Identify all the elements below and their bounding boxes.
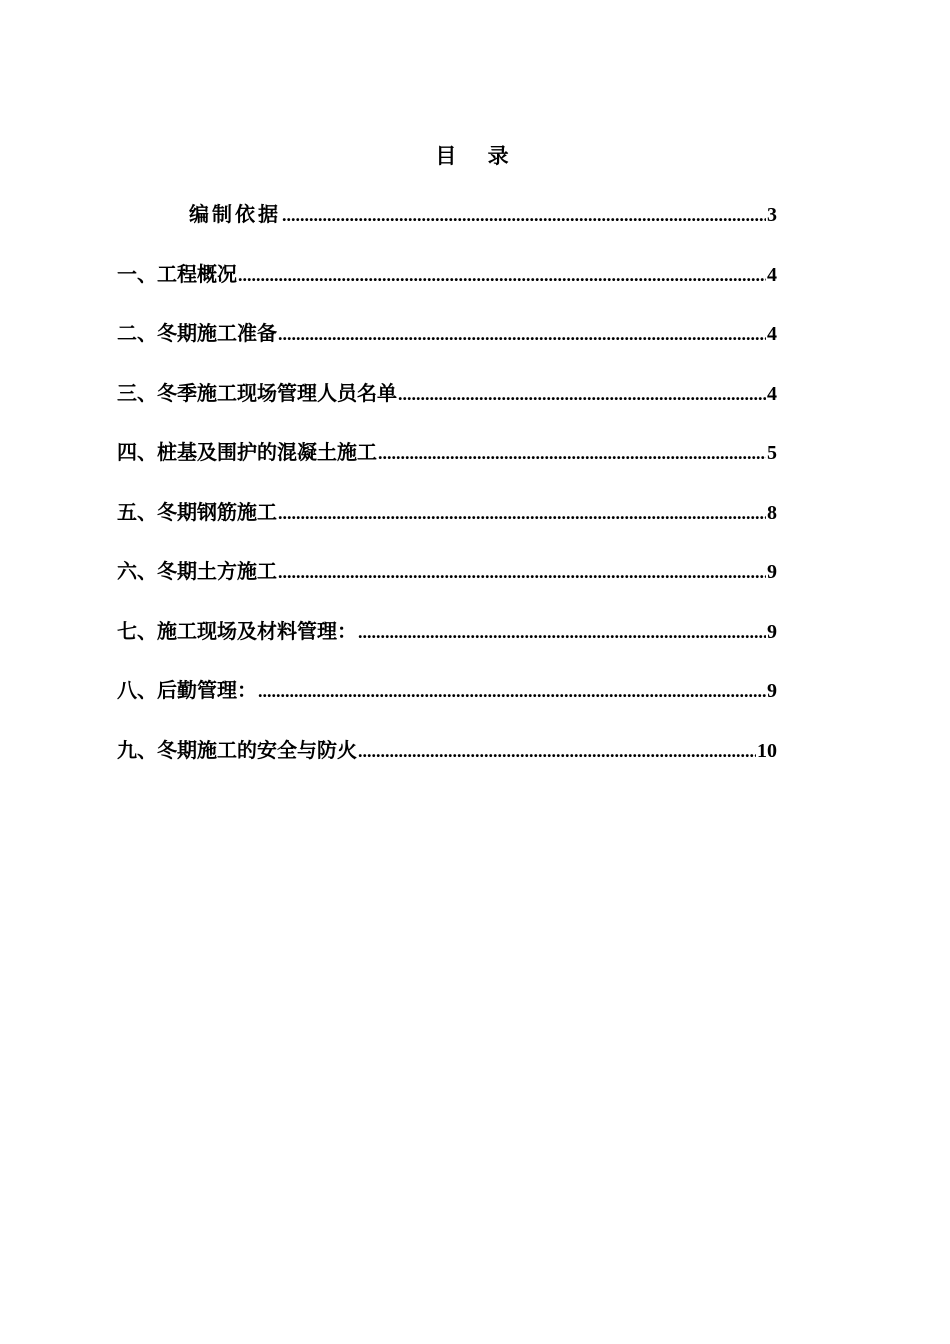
- toc-entry-label: 二、冬期施工准备: [117, 321, 277, 345]
- toc-dot-leader: [398, 378, 766, 410]
- toc-entry[interactable]: [117, 377, 777, 437]
- toc-entry-label: 九、冬期施工的安全与防火: [117, 737, 357, 762]
- toc-entry[interactable]: [117, 198, 777, 258]
- toc-entry-page: 10: [757, 739, 777, 762]
- toc-entry-label: 四、桩基及围护的混凝土施工: [117, 440, 377, 464]
- toc-entry-page: 9: [767, 561, 777, 583]
- toc-title: 目 录: [435, 143, 521, 168]
- toc-dot-leader: [238, 259, 766, 291]
- toc-entry-page: 3: [767, 204, 777, 226]
- toc-entry-page: 9: [767, 620, 777, 643]
- toc-dot-leader: [378, 437, 766, 469]
- toc-entry-page: 8: [767, 501, 777, 524]
- toc-dot-leader: [278, 556, 766, 588]
- toc-dot-leader: [358, 735, 756, 767]
- toc-entry[interactable]: [117, 615, 777, 675]
- toc-entry-page: 5: [767, 442, 777, 464]
- toc-dot-leader: [282, 199, 766, 231]
- toc-dot-leader: [278, 318, 766, 350]
- toc-entry[interactable]: [117, 555, 777, 615]
- toc-entry[interactable]: [117, 317, 777, 377]
- toc-dot-leader: [258, 675, 766, 707]
- toc-entry-page: 4: [767, 263, 777, 286]
- toc-entry[interactable]: [117, 496, 777, 556]
- toc-dot-leader: [358, 616, 766, 648]
- toc-entry-page: 4: [767, 323, 777, 345]
- toc-entry-label: 六、冬期土方施工: [117, 559, 277, 583]
- toc-entry-label: 三、冬季施工现场管理人员名单: [117, 380, 397, 405]
- toc-dot-leader: [278, 497, 766, 529]
- toc-entry[interactable]: [117, 734, 777, 794]
- toc-entry-label: 一、工程概况: [117, 261, 237, 286]
- toc-entry-label: 五、冬期钢筋施工: [117, 499, 277, 524]
- toc-entry-page: 9: [767, 680, 777, 702]
- toc-entry[interactable]: [117, 258, 777, 318]
- toc-list: [117, 198, 777, 793]
- toc-entry[interactable]: [117, 436, 777, 496]
- toc-entry[interactable]: [117, 674, 777, 734]
- toc-entry-label: 编制依据: [189, 202, 281, 226]
- toc-entry-label: 八、后勤管理：: [117, 678, 257, 702]
- toc-entry-label: 七、施工现场及材料管理：: [117, 618, 357, 643]
- toc-entry-page: 4: [767, 382, 777, 405]
